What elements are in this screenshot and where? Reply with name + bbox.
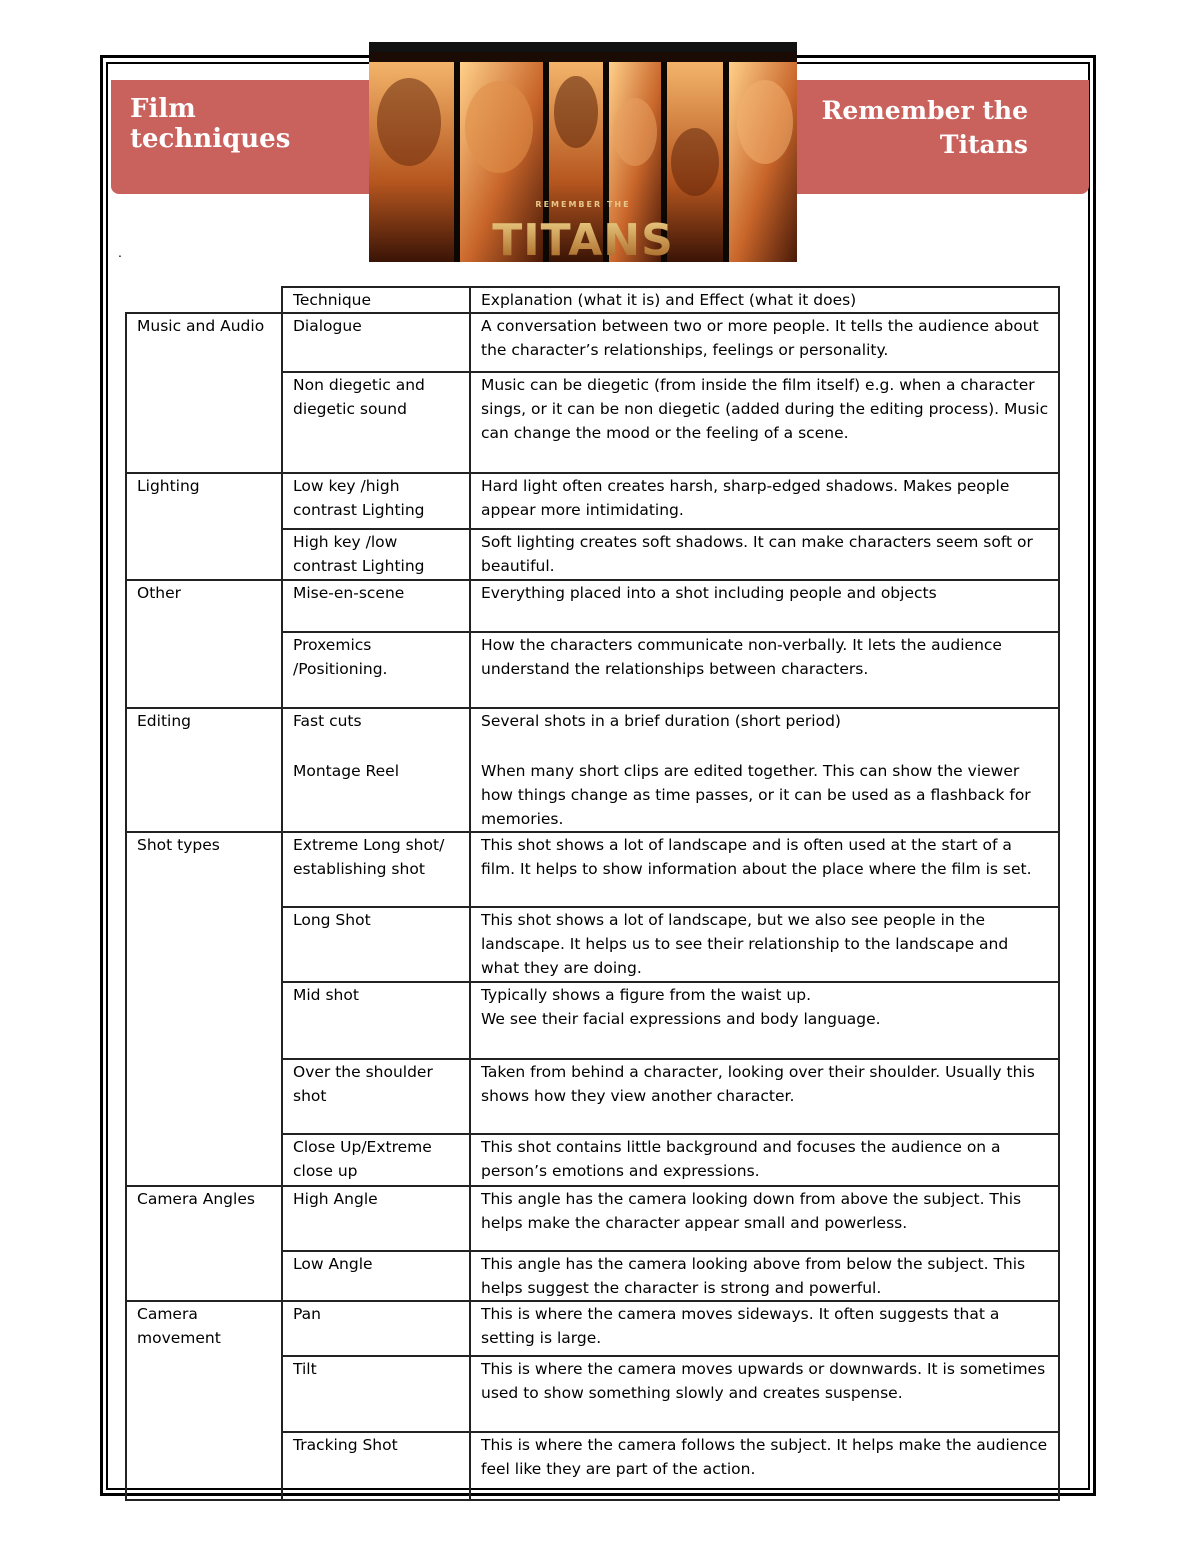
movie-poster-image <box>369 52 797 262</box>
category-cell-empty <box>126 1059 282 1134</box>
explanation-cell: This is where the camera moves upwards or downwards. It is sometimes used to show something slowly and creates suspense. <box>470 1356 1059 1432</box>
movie-poster-graphic <box>369 52 797 262</box>
explanation-mid-shot-line2: We see their facial expressions and body language. <box>481 1010 881 1028</box>
header-right-title <box>812 94 1028 162</box>
explanation-cell: Everything placed into a shot including people and objects <box>470 580 1059 632</box>
technique-cell: Over the shoulder shot <box>282 1059 470 1134</box>
explanation-cell <box>470 708 1059 832</box>
technique-cell: Tilt <box>282 1356 470 1432</box>
table-row <box>126 1432 1059 1500</box>
poster-subtitle: REMEMBER THE <box>535 200 631 209</box>
technique-cell <box>282 708 470 832</box>
explanation-cell: This is where the camera moves sideways. It often suggests that a setting is large. <box>470 1301 1059 1356</box>
header-left-title: Film techniques <box>130 94 291 154</box>
technique-cell: Tracking Shot <box>282 1432 470 1500</box>
technique-cell: Mise-en-scene <box>282 580 470 632</box>
technique-cell: Extreme Long shot/ establishing shot <box>282 832 470 907</box>
category-cell: Camera movement <box>126 1301 282 1356</box>
explanation-cell: This angle has the camera looking above from below the subject. This helps suggest the character is strong and powerful. <box>470 1251 1059 1301</box>
explanation-cell: This shot shows a lot of landscape, but we also see people in the landscape. It helps us to see their relationship to the landscape and what they are doing. <box>470 907 1059 982</box>
technique-fast-cuts: Fast cuts <box>293 712 362 730</box>
category-cell: Music and Audio <box>126 313 282 372</box>
category-cell-empty <box>126 1432 282 1500</box>
table-row <box>126 1059 1059 1134</box>
header-right-title-line2: Titans <box>939 130 1028 159</box>
technique-cell: Mid shot <box>282 982 470 1059</box>
technique-cell: Dialogue <box>282 313 470 372</box>
table-row <box>126 313 1059 372</box>
table-row <box>126 982 1059 1059</box>
category-cell: Editing <box>126 708 282 832</box>
explanation-mid-shot-line1: Typically shows a figure from the waist up. <box>481 986 812 1004</box>
table-row <box>126 708 1059 832</box>
technique-cell: Non diegetic and diegetic sound <box>282 372 470 473</box>
explanation-fast-cuts: Several shots in a brief duration (short period) <box>481 712 841 730</box>
category-cell-empty <box>126 1134 282 1186</box>
explanation-cell: Taken from behind a character, looking over their shoulder. Usually this shows how they view another character. <box>470 1059 1059 1134</box>
explanation-cell: This shot shows a lot of landscape and is often used at the start of a film. It helps to show information about the place where the film is set. <box>470 832 1059 907</box>
technique-cell: High key /low contrast Lighting <box>282 529 470 580</box>
table-row <box>126 473 1059 529</box>
category-cell: Camera Angles <box>126 1186 282 1251</box>
category-cell-empty <box>126 372 282 473</box>
explanation-cell <box>470 982 1059 1059</box>
category-cell-empty <box>126 1251 282 1301</box>
explanation-cell: Soft lighting creates soft shadows. It can make characters seem soft or beautiful. <box>470 529 1059 580</box>
explanation-cell: Hard light often creates harsh, sharp-edged shadows. Makes people appear more intimidating. <box>470 473 1059 529</box>
technique-cell: Low key /high contrast Lighting <box>282 473 470 529</box>
header-cell-explanation: Explanation (what it is) and Effect (what it does) <box>470 287 1059 313</box>
category-cell-empty <box>126 529 282 580</box>
technique-cell: Long Shot <box>282 907 470 982</box>
category-cell: Lighting <box>126 473 282 529</box>
stray-mark: . <box>118 244 122 260</box>
table-header-row <box>126 287 1059 313</box>
category-cell-empty <box>126 982 282 1059</box>
table-row <box>126 632 1059 708</box>
category-cell-empty <box>126 632 282 708</box>
table-row <box>126 580 1059 632</box>
technique-cell: Proxemics /Positioning. <box>282 632 470 708</box>
explanation-montage-reel: When many short clips are edited together. This can show the viewer how things change as time passes, or it can be used as a flashback for memories. <box>481 762 1031 828</box>
poster-title: TITANS <box>492 215 674 262</box>
technique-montage-reel: Montage Reel <box>293 762 400 780</box>
explanation-cell: This shot contains little background and focuses the audience on a person’s emotions and expressions. <box>470 1134 1059 1186</box>
explanation-cell: A conversation between two or more people. It tells the audience about the character’s relationships, feelings or personality. <box>470 313 1059 372</box>
table-row <box>126 1356 1059 1432</box>
category-cell: Shot types <box>126 832 282 907</box>
table-row <box>126 1186 1059 1251</box>
explanation-cell: This angle has the camera looking down from above the subject. This helps make the character appear small and powerless. <box>470 1186 1059 1251</box>
table-row <box>126 1301 1059 1356</box>
explanation-cell: How the characters communicate non-verbally. It lets the audience understand the relationships between characters. <box>470 632 1059 708</box>
table-row <box>126 1251 1059 1301</box>
explanation-cell: This is where the camera follows the subject. It helps make the audience feel like they are part of the action. <box>470 1432 1059 1500</box>
category-cell: Other <box>126 580 282 632</box>
category-cell-empty <box>126 907 282 982</box>
explanation-cell: Music can be diegetic (from inside the film itself) e.g. when a character sings, or it can be non diegetic (added during the editing process). Music can change the mood or the feeling of a scene. <box>470 372 1059 473</box>
table-row <box>126 372 1059 473</box>
film-techniques-table <box>125 286 1060 1501</box>
header-cell-technique: Technique <box>282 287 470 313</box>
technique-cell: High Angle <box>282 1186 470 1251</box>
table-row <box>126 832 1059 907</box>
table-row <box>126 1134 1059 1186</box>
table-row <box>126 907 1059 982</box>
top-rule <box>369 42 797 52</box>
table-row <box>126 529 1059 580</box>
technique-cell: Low Angle <box>282 1251 470 1301</box>
technique-cell: Pan <box>282 1301 470 1356</box>
header-cell-blank <box>126 287 282 313</box>
header-right-title-line1: Remember the <box>821 96 1028 125</box>
technique-cell: Close Up/Extreme close up <box>282 1134 470 1186</box>
category-cell-empty <box>126 1356 282 1432</box>
